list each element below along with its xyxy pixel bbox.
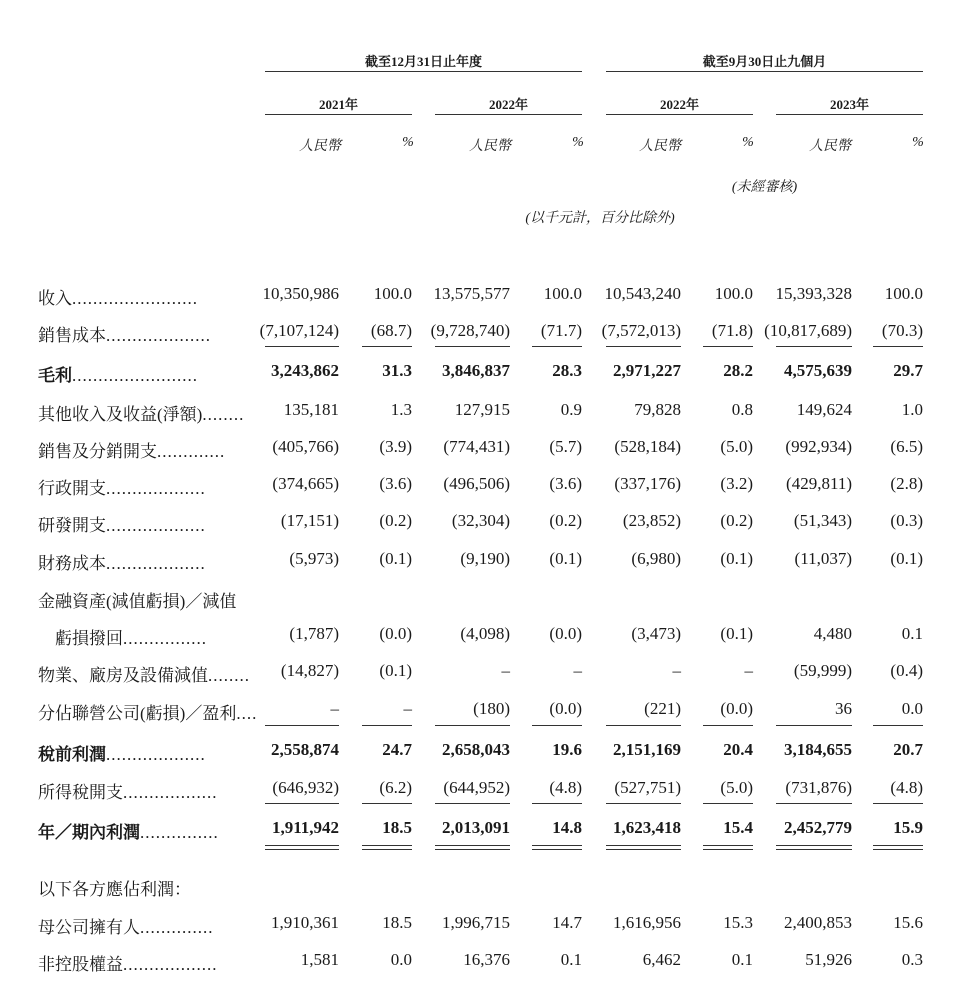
row-label (38, 699, 257, 724)
cell-amount: (7,107,124) (259, 321, 339, 340)
cell-percent: 0.3 (901, 950, 923, 969)
cell-amount: 1,910,361 (271, 913, 339, 932)
double-underline (606, 845, 681, 846)
cell-amount: 1,623,418 (613, 818, 681, 837)
header-year-2022: 2022年 (488, 97, 528, 112)
header-unaudited-note: (未經審核) (731, 180, 798, 195)
cell-percent: 28.3 (552, 361, 582, 380)
cell-percent: (0.4) (890, 661, 923, 680)
subtotal-underline (435, 725, 510, 726)
double-underline (606, 849, 681, 850)
double-underline (362, 849, 412, 850)
cell-percent: (5.7) (549, 437, 582, 456)
cell-amount: (7,572,013) (601, 321, 681, 340)
cell-percent: 100.0 (373, 284, 412, 303)
cell-percent: (0.0) (379, 624, 412, 643)
subtotal-underline (532, 803, 582, 804)
header-group1-title: 截至12月31日止年度 (364, 54, 482, 69)
cell-amount: (6,980) (631, 549, 681, 568)
cell-percent: 0.0 (901, 699, 923, 718)
cell-percent: 15.9 (893, 818, 923, 837)
subtotal-underline (606, 803, 681, 804)
row-label-text: 母公司擁有人 (38, 918, 140, 937)
subtotal-underline (776, 803, 852, 804)
cell-percent: 18.5 (382, 913, 412, 932)
row-leader-dots: .............. (140, 918, 214, 937)
cell-amount: 2,558,874 (271, 740, 339, 759)
row-label-text: 毛利 (38, 366, 72, 385)
cell-amount: (374,665) (272, 474, 339, 493)
subtotal-underline (265, 803, 339, 804)
double-underline (265, 849, 339, 850)
cell-amount: (3,473) (631, 624, 681, 643)
cell-percent: 24.7 (382, 740, 412, 759)
cell-amount: 2,151,169 (613, 740, 681, 759)
cell-percent: 0.1 (560, 950, 582, 969)
cell-percent: (0.1) (720, 624, 753, 643)
cell-amount: 51,926 (805, 950, 852, 969)
cell-percent: (71.7) (540, 321, 582, 340)
cell-percent: 18.5 (382, 818, 412, 837)
header-group2-rule (606, 71, 923, 72)
row-label-text: 稅前利潤 (38, 745, 106, 764)
cell-amount: (1,787) (289, 624, 339, 643)
row-label-text: 金融資產(減值虧損)／減值 (38, 592, 237, 611)
row-label (38, 400, 244, 425)
header-year-2022-nine-months: 2022年 (659, 97, 699, 112)
cell-percent: (0.2) (720, 511, 753, 530)
cell-amount: 10,543,240 (604, 284, 681, 303)
row-leader-dots: ........ (208, 666, 250, 685)
header-percent-label: % (912, 135, 924, 150)
subtotal-underline (606, 725, 681, 726)
row-label (38, 740, 206, 765)
cell-amount: (51,343) (793, 511, 852, 530)
row-leader-dots: ................... (106, 479, 206, 498)
cell-percent: 1.0 (901, 400, 923, 419)
subtotal-underline (265, 346, 339, 347)
cell-percent: 31.3 (382, 361, 412, 380)
row-label (38, 875, 191, 900)
cell-percent: 14.8 (552, 818, 582, 837)
cell-amount: 10,350,986 (262, 284, 339, 303)
subtotal-underline (703, 346, 753, 347)
row-label (38, 818, 219, 843)
subtotal-underline (362, 803, 412, 804)
double-underline (776, 845, 852, 846)
double-underline (532, 849, 582, 850)
cell-amount: (9,190) (460, 549, 510, 568)
cell-percent: (6.5) (890, 437, 923, 456)
subtotal-underline (606, 346, 681, 347)
subtotal-underline (703, 803, 753, 804)
cell-amount: (23,852) (622, 511, 681, 530)
row-leader-dots: ................... (106, 516, 206, 535)
double-underline (435, 849, 510, 850)
row-label (38, 549, 206, 574)
cell-percent: (71.8) (711, 321, 753, 340)
subtotal-underline (776, 346, 852, 347)
cell-amount: 15,393,328 (775, 284, 852, 303)
cell-amount: (429,811) (786, 474, 852, 493)
double-underline (873, 849, 923, 850)
cell-amount: 79,828 (634, 400, 681, 419)
subtotal-underline (265, 725, 339, 726)
row-label (38, 474, 206, 499)
cell-amount: (14,827) (280, 661, 339, 680)
cell-percent: 100.0 (714, 284, 753, 303)
cell-amount: 1,996,715 (442, 913, 510, 932)
cell-amount: 1,911,942 (271, 818, 339, 837)
cell-amount: 2,452,779 (784, 818, 852, 837)
cell-percent: (70.3) (881, 321, 923, 340)
header-currency-label: 人民幣 (299, 139, 341, 154)
row-label-text: 財務成本 (38, 554, 106, 573)
cell-amount: (10,817,689) (764, 321, 852, 340)
cell-amount: 4,575,639 (784, 361, 852, 380)
cell-percent: 1.3 (390, 400, 412, 419)
subtotal-underline (435, 803, 510, 804)
cell-amount: (17,151) (280, 511, 339, 530)
header-currency-label: 人民幣 (469, 139, 511, 154)
row-leader-dots: .................... (106, 326, 211, 345)
cell-amount: (9,728,740) (430, 321, 510, 340)
row-label-text: 銷售成本 (38, 326, 106, 345)
cell-amount: 149,624 (796, 400, 852, 419)
cell-percent: 0.8 (731, 400, 753, 419)
cell-percent: (0.0) (549, 624, 582, 643)
cell-amount: 16,376 (463, 950, 510, 969)
row-label-text: 非控股權益 (38, 955, 123, 974)
cell-percent: 15.3 (723, 913, 753, 932)
cell-amount: 3,846,837 (442, 361, 510, 380)
header-currency-label: 人民幣 (809, 139, 851, 154)
cell-amount: 1,581 (300, 950, 339, 969)
double-underline (532, 845, 582, 846)
double-underline (873, 845, 923, 846)
cell-percent: (0.0) (549, 699, 582, 718)
row-label (38, 778, 218, 803)
cell-percent: (4.8) (890, 778, 923, 797)
row-label-text: 研發開支 (38, 516, 106, 535)
subtotal-underline (873, 725, 923, 726)
cell-percent: 0.9 (560, 400, 582, 419)
cell-amount: 135,181 (283, 400, 339, 419)
row-label-text: 分佔聯營公司(虧損)／盈利 (38, 704, 237, 723)
cell-amount: 36 (835, 699, 852, 718)
cell-amount: (4,098) (460, 624, 510, 643)
row-label (38, 361, 198, 386)
cell-amount: (731,876) (785, 778, 852, 797)
cell-percent: (0.3) (890, 511, 923, 530)
subtotal-underline (435, 346, 510, 347)
cell-amount: 1,616,956 (613, 913, 681, 932)
header-percent-label: % (742, 135, 754, 150)
double-underline (435, 845, 510, 846)
cell-amount: (774,431) (443, 437, 510, 456)
subtotal-underline (362, 346, 412, 347)
cell-percent: (0.1) (720, 549, 753, 568)
cell-percent: 0.1 (901, 624, 923, 643)
cell-amount: (496,506) (443, 474, 510, 493)
cell-amount: 6,462 (642, 950, 681, 969)
cell-amount: 127,915 (454, 400, 510, 419)
cell-amount: 3,243,862 (271, 361, 339, 380)
header-currency-label: 人民幣 (639, 139, 681, 154)
cell-amount: 2,658,043 (442, 740, 510, 759)
cell-amount: (646,932) (272, 778, 339, 797)
cell-percent: 0.1 (731, 950, 753, 969)
cell-amount: – (330, 699, 339, 718)
cell-percent: (0.2) (549, 511, 582, 530)
cell-amount: 2,400,853 (784, 913, 852, 932)
subtotal-underline (873, 803, 923, 804)
row-leader-dots: ................ (123, 629, 207, 648)
cell-percent: 15.4 (723, 818, 753, 837)
cell-percent: (5.0) (720, 437, 753, 456)
cell-percent: (2.8) (890, 474, 923, 493)
cell-amount: – (672, 661, 681, 680)
double-underline (703, 849, 753, 850)
header-percent-label: % (572, 135, 584, 150)
cell-percent: (3.2) (720, 474, 753, 493)
subtotal-underline (873, 346, 923, 347)
cell-amount: (644,952) (443, 778, 510, 797)
header-percent-label: % (402, 135, 414, 150)
row-label-text: 以下各方應佔利潤： (38, 880, 191, 899)
subtotal-underline (532, 346, 582, 347)
row-leader-dots: .................. (123, 955, 218, 974)
header-group2-title: 截至9月30日止九個月 (702, 54, 827, 69)
row-leader-dots: ................... (106, 745, 206, 764)
cell-amount: (527,751) (614, 778, 681, 797)
cell-percent: (5.0) (720, 778, 753, 797)
double-underline (265, 845, 339, 846)
cell-amount: (221) (644, 699, 681, 718)
cell-percent: (4.8) (549, 778, 582, 797)
row-leader-dots: ........ (202, 405, 245, 424)
cell-percent: (0.0) (720, 699, 753, 718)
header-units-note: (以千元計，百分比除外) (525, 211, 675, 226)
cell-percent: 14.7 (552, 913, 582, 932)
row-label (38, 321, 211, 346)
row-label (38, 284, 198, 309)
cell-amount: (405,766) (272, 437, 339, 456)
cell-amount: (59,999) (793, 661, 852, 680)
cell-percent: 0.0 (390, 950, 412, 969)
cell-amount: (11,037) (794, 549, 852, 568)
row-leader-dots: ............... (140, 823, 219, 842)
header-year-rule (435, 114, 582, 115)
cell-percent: – (573, 661, 582, 680)
row-leader-dots: ........................ (72, 289, 198, 308)
cell-amount: 4,480 (813, 624, 852, 643)
cell-percent: 28.2 (723, 361, 753, 380)
row-label-text: 銷售及分銷開支 (38, 442, 157, 461)
double-underline (703, 845, 753, 846)
cell-percent: 100.0 (543, 284, 582, 303)
double-underline (776, 849, 852, 850)
cell-amount: (180) (473, 699, 510, 718)
cell-percent: (0.1) (379, 549, 412, 568)
row-label (38, 950, 218, 975)
cell-amount: (337,176) (614, 474, 681, 493)
row-label-text: 行政開支 (38, 479, 106, 498)
cell-percent: 29.7 (893, 361, 923, 380)
cell-amount: – (501, 661, 510, 680)
cell-amount: 3,184,655 (784, 740, 852, 759)
row-label-text: 其他收入及收益(淨額) (38, 405, 203, 424)
cell-amount: (992,934) (785, 437, 852, 456)
row-leader-dots: .................. (123, 783, 218, 802)
header-year-2023-nine-months: 2023年 (829, 97, 869, 112)
row-label (38, 587, 236, 612)
row-label-text: 收入 (38, 289, 72, 308)
cell-percent: (0.2) (379, 511, 412, 530)
cell-percent: (6.2) (379, 778, 412, 797)
cell-amount: (528,184) (614, 437, 681, 456)
cell-percent: (3.6) (379, 474, 412, 493)
cell-amount: (5,973) (289, 549, 339, 568)
row-leader-dots: ................... (106, 554, 206, 573)
cell-amount: 13,575,577 (433, 284, 510, 303)
cell-percent: (0.1) (379, 661, 412, 680)
subtotal-underline (362, 725, 412, 726)
header-year-rule (265, 114, 412, 115)
subtotal-underline (776, 725, 852, 726)
row-label-text: 年／期內利潤 (38, 823, 140, 842)
cell-percent: (0.1) (890, 549, 923, 568)
header-year-rule (776, 114, 923, 115)
row-label (38, 511, 206, 536)
cell-percent: (3.9) (379, 437, 412, 456)
row-label (38, 437, 225, 462)
double-underline (362, 845, 412, 846)
row-label (38, 624, 207, 649)
header-year-2021: 2021年 (318, 97, 358, 112)
cell-percent: (0.1) (549, 549, 582, 568)
cell-percent: 20.7 (893, 740, 923, 759)
row-leader-dots: ............. (157, 442, 226, 461)
row-leader-dots: ........................ (72, 366, 198, 385)
cell-percent: – (744, 661, 753, 680)
row-label-text: 物業、廠房及設備減值 (38, 666, 208, 685)
row-label (38, 661, 250, 686)
row-label-text: 虧損撥回 (38, 629, 123, 648)
header-year-rule (606, 114, 753, 115)
row-label (38, 913, 214, 938)
cell-percent: (3.6) (549, 474, 582, 493)
cell-percent: 20.4 (723, 740, 753, 759)
cell-amount: 2,971,227 (613, 361, 681, 380)
subtotal-underline (532, 725, 582, 726)
cell-amount: 2,013,091 (442, 818, 510, 837)
cell-percent: 19.6 (552, 740, 582, 759)
header-group1-rule (265, 71, 582, 72)
cell-percent: 15.6 (893, 913, 923, 932)
cell-percent: 100.0 (884, 284, 923, 303)
row-label-text: 所得稅開支 (38, 783, 123, 802)
cell-percent: – (403, 699, 412, 718)
cell-amount: (32,304) (451, 511, 510, 530)
row-leader-dots: .... (236, 704, 258, 723)
cell-percent: (68.7) (370, 321, 412, 340)
subtotal-underline (703, 725, 753, 726)
